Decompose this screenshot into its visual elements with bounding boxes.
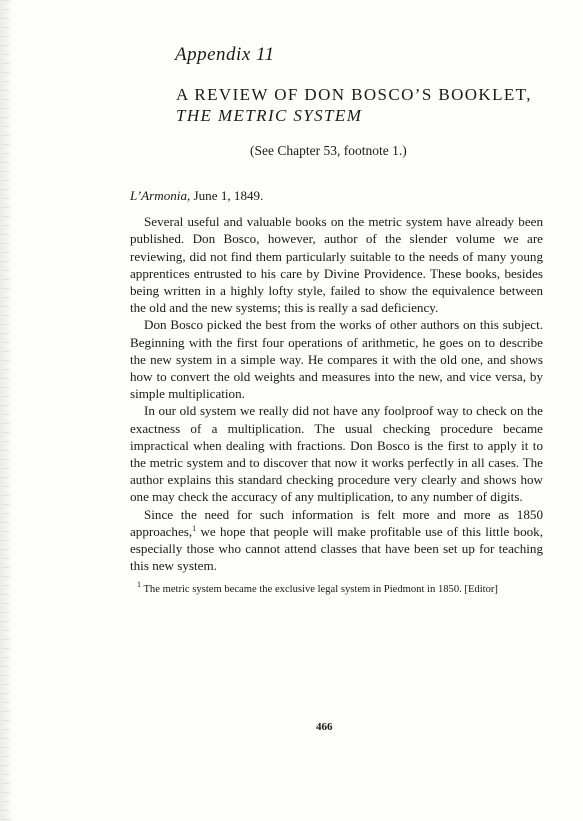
paragraph-1: Several useful and valuable books on the metric system have already been published. Don Bosco, however, author of the slender volume we are reviewing, did not find them particularly suitable to the needs of many young apprentices entrusted to his care by Divine Providence. These books, besides being written in a highly lofty style, failed to show the equivalence between the old and the new systems; this is really a sad deficiency. [130,214,543,316]
paragraph-4-text-a: Since the need for such information is felt more and more as 1850 approaches, [130,506,543,539]
footnote [130,580,543,597]
source-dateline [130,187,543,204]
source-date: June 1, 1849. [190,188,264,203]
footnote-text: The metric system became the exclusive legal system in Piedmont in 1850. [Editor] [141,584,498,596]
paragraph-4-text-b: we hope that people will make profitable use of this little book, especially those who cannot attend classes that have been set up for teaching this new system. [130,523,543,574]
chapter-title [176,84,536,126]
page-number: 466 [316,721,333,733]
paragraph-4 [130,506,543,575]
paragraph-3: In our old system we really did not have any foolproof way to check on the exactness of a multiplication. The usual checking procedure became impractical when dealing with fractions. Don Bosco is the first to apply it to the metric system and to discover that now it works perfectly in all cases. The author explains this standard checking procedure very clearly and shows how one may check the accuracy of any multiplication, to any number of digits. [130,403,543,505]
footnote-mark: 1 [137,580,141,590]
scan-gutter-edge [0,0,14,821]
paragraph-2: Don Bosco picked the best from the works of other authors on this subject. Beginning with the first four operations of arithmetic, he goes on to describe the new system in a simple way. He compares it with the old one, and shows how to convert the old weights and measures into the new, and vice versa, by simple multiplication. [130,317,543,402]
title-main: A REVIEW OF DON BOSCO’S BOOKLET, [176,85,532,104]
source-publication: L’Armonia, [130,188,191,203]
footnote-reference-mark: 1 [192,523,197,533]
scan-gutter-texture [2,0,10,821]
title-booklet-name: THE METRIC SYSTEM [176,106,363,125]
cross-reference-note: (See Chapter 53, footnote 1.) [250,143,407,158]
article-body [130,187,543,597]
appendix-label: Appendix 11 [175,44,275,65]
